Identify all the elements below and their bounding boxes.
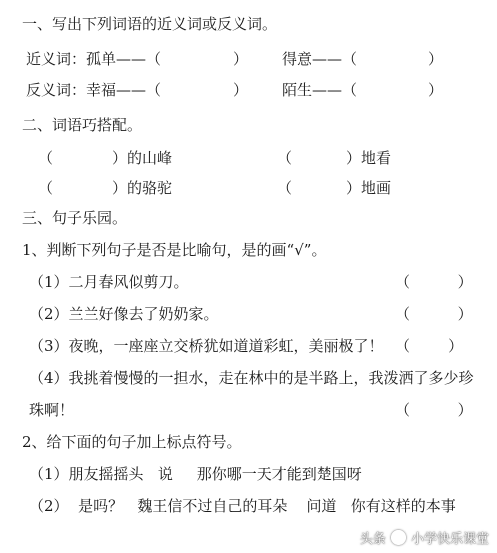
antonym-close-paren-1: ） xyxy=(233,81,249,99)
watermark-prefix: 头条 xyxy=(359,532,386,547)
match-row-1-right-open: （ xyxy=(277,149,293,167)
list-item: （2） 是吗？ 魏王信不过自己的耳朵 问道 你有这样的本事 xyxy=(29,497,456,515)
q1-item-text: （2）兰兰好像去了奶奶家。 xyxy=(29,305,219,323)
q1-item-paren: （ ） xyxy=(395,305,473,323)
section1-title: 一、写出下列词语的近义词或反义词。 xyxy=(22,15,278,33)
synonym-item-2: 得意——（ xyxy=(282,50,358,68)
q1-item-paren: （ ） xyxy=(395,401,473,419)
match-row-1-right-text: ）地看 xyxy=(346,149,392,167)
q1-title: 1、判断下列句子是否是比喻句，是的画“√”。 xyxy=(22,241,327,259)
match-row-2-right-text: ）地画 xyxy=(346,179,392,197)
antonym-item-2: 陌生——（ xyxy=(282,81,358,99)
section2-title: 二、词语巧搭配。 xyxy=(22,116,143,134)
q1-item-paren: （ ） xyxy=(395,337,464,355)
watermark-suffix: 小学快乐课堂 xyxy=(410,532,489,547)
antonym-close-paren-2: ） xyxy=(428,81,444,99)
q1-item-text: （1）二月春风似剪刀。 xyxy=(29,273,189,291)
synonym-close-paren-1: ） xyxy=(233,50,249,68)
match-row-2-left-text: ）的骆驼 xyxy=(112,179,173,197)
q1-item-paren: （ ） xyxy=(395,273,473,291)
synonym-close-paren-2: ） xyxy=(428,50,444,68)
section3-title: 三、句子乐园。 xyxy=(22,209,128,227)
match-row-2-right-open: （ xyxy=(277,179,293,197)
synonym-label: 近义词：孤单——（ xyxy=(26,50,162,68)
list-item: （1）朋友摇摇头 说 那你哪一天才能到楚国呀 xyxy=(29,465,362,483)
q1-item-text-continued: 珠啊！ xyxy=(29,401,75,419)
match-row-2-left-open: （ xyxy=(38,179,54,197)
antonym-label: 反义词：幸福——（ xyxy=(26,81,162,99)
user-icon xyxy=(391,530,406,545)
watermark xyxy=(360,528,489,547)
match-row-1-left-text: ）的山峰 xyxy=(112,149,173,167)
q1-item-text: （3）夜晚，一座座立交桥犹如道道彩虹，美丽极了！ xyxy=(29,337,384,355)
q1-item-text: （4）我挑着慢慢的一担水，走在林中的是半路上，我泼洒了多少珍 xyxy=(29,369,474,387)
match-row-1-left-open: （ xyxy=(38,149,54,167)
q2-title: 2、给下面的句子加上标点符号。 xyxy=(22,433,242,451)
